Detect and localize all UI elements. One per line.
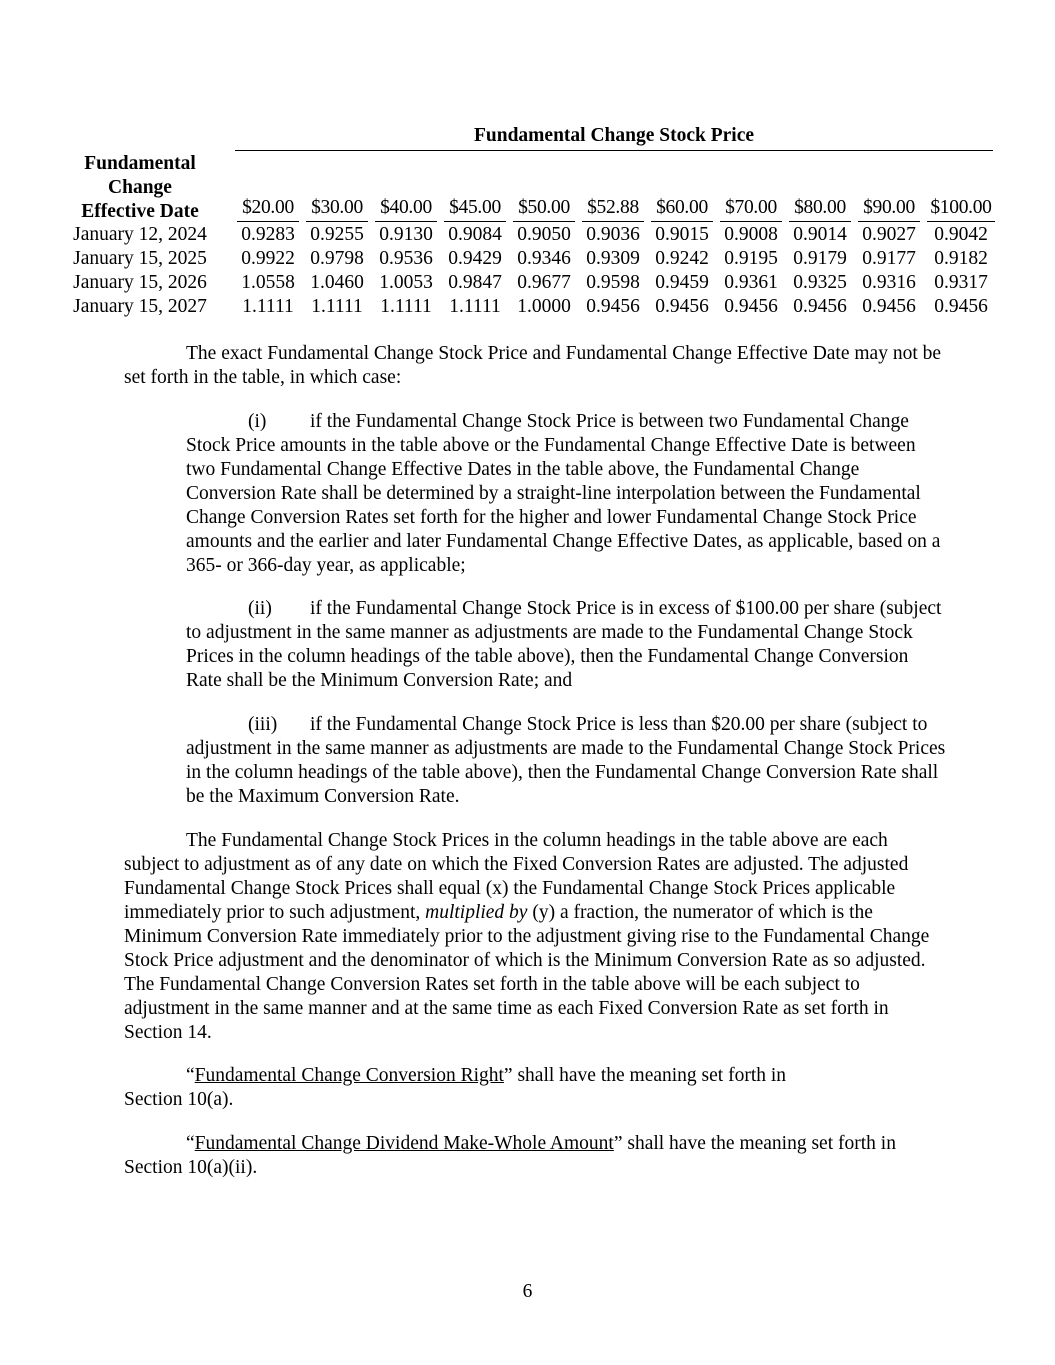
item-text: if the Fundamental Change Stock Price is in excess of $100.00 per share (subject to adjustment in the same manner as adjustments are made to the Fundamental Change Stock Prices in the column headings of the table above), then the Fundamental Change Conversion Rate shall be the Minimum Conversion Rate; and xyxy=(186,598,942,691)
table-row xyxy=(60,271,1000,295)
table-cell: 0.9456 xyxy=(586,296,640,317)
price-header-row xyxy=(235,196,995,222)
row-header-line: Change xyxy=(108,177,172,198)
price-header-cell: $50.00 xyxy=(513,196,575,222)
table-row xyxy=(60,223,1000,247)
table-cell: 0.9027 xyxy=(862,224,916,245)
defined-term: Fundamental Change Dividend Make-Whole Amount xyxy=(194,1133,614,1154)
table-cell: 0.9179 xyxy=(793,248,847,269)
table-cell: 1.0460 xyxy=(310,272,364,293)
adjustment-paragraph xyxy=(124,829,944,1045)
price-header-cell: $80.00 xyxy=(789,196,851,222)
table-cell: 0.9847 xyxy=(448,272,502,293)
item-number: (i) xyxy=(248,411,267,432)
table-cell: 1.1111 xyxy=(311,296,363,317)
table-cell: 0.9798 xyxy=(310,248,364,269)
table-cell: 0.9130 xyxy=(379,224,433,245)
quote-mark: “ xyxy=(186,1133,195,1154)
table-cell: 0.9316 xyxy=(862,272,916,293)
table-cell: 0.9309 xyxy=(586,248,640,269)
row-header-line: Fundamental xyxy=(84,153,196,174)
table-cell: 1.1111 xyxy=(242,296,294,317)
definition-text: ” shall have the meaning set forth in Section 10(a). xyxy=(124,1065,787,1110)
intro-paragraph: The exact Fundamental Change Stock Price and Fundamental Change Effective Date may not be set forth in the table, in which case: xyxy=(124,343,942,388)
row-date: January 15, 2027 xyxy=(73,296,207,317)
table-cell: 0.9456 xyxy=(655,296,709,317)
table-cell: 0.9015 xyxy=(655,224,709,245)
adjustment-italic: multiplied by xyxy=(425,902,528,923)
table-cell: 0.9182 xyxy=(934,248,988,269)
row-date: January 15, 2026 xyxy=(73,272,207,293)
table-cell: 0.9014 xyxy=(793,224,847,245)
item-text: if the Fundamental Change Stock Price is less than $20.00 per share (subject to adjustment in the same manner as adjustments are made to the Fundamental Change Stock Prices in the column headings of the table above), then the Fundamental Change Conversion Rate shall be the Maximum Conversion Rate. xyxy=(186,714,946,807)
table-cell: 0.9456 xyxy=(724,296,778,317)
price-header-cell: $60.00 xyxy=(651,196,713,222)
table-cell: 0.9317 xyxy=(934,272,988,293)
table-cell: 0.9050 xyxy=(517,224,571,245)
table-cell: 0.9922 xyxy=(241,248,295,269)
table-cell: 0.9042 xyxy=(934,224,988,245)
item-text: if the Fundamental Change Stock Price is between two Fundamental Change Stock Price amounts in the table above or the Fundamental Change Effective Date is between two Fundamental Change Effective Dates in the table above, the Fundamental Change Conversion Rate shall be determined by a straight-line interpolation between the Fundamental Change Conversion Rates set forth for the higher and lower Fundamental Change Stock Price amounts and the earlier and later Fundamental Change Effective Dates, as applicable, based on a 365- or 366-day year, as applicable; xyxy=(186,411,941,576)
price-header-cell: $40.00 xyxy=(375,196,437,222)
item-number: (iii) xyxy=(248,714,278,735)
table-cell: 1.0000 xyxy=(517,296,571,317)
list-item xyxy=(186,597,946,693)
table-cell: 0.9361 xyxy=(724,272,778,293)
adjustment-text: The Fundamental Change Stock Prices in the column headings in the table above are each subject to adjustment as of any date on which the Fixed Conversion Rates are adjusted. The adjusted Fundamental Change Stock Prices shall equal (x) the Fundamental Change Stock Prices applicable immediately prior to such adjustment, xyxy=(124,830,909,923)
table-row xyxy=(60,247,1000,271)
table-cell: 0.9456 xyxy=(862,296,916,317)
table-cell: 1.1111 xyxy=(449,296,501,317)
table-cell: 0.9242 xyxy=(655,248,709,269)
page-number: 6 xyxy=(522,1281,533,1302)
table-cell: 0.9429 xyxy=(448,248,502,269)
table-cell: 1.0558 xyxy=(241,272,295,293)
quote-mark: “ xyxy=(186,1065,195,1086)
definition-text: ” shall have the meaning set forth in Section 10(a)(ii). xyxy=(124,1133,896,1178)
table-cell: 0.9195 xyxy=(724,248,778,269)
table-cell: 0.9598 xyxy=(586,272,640,293)
table-cell: 1.1111 xyxy=(380,296,432,317)
table-cell: 0.9283 xyxy=(241,224,295,245)
row-date: January 12, 2024 xyxy=(73,224,207,245)
list-item xyxy=(186,410,946,578)
table-cell: 0.9536 xyxy=(379,248,433,269)
table-cell: 0.9325 xyxy=(793,272,847,293)
table-title: Fundamental Change Stock Price xyxy=(473,125,755,146)
table-cell: 0.9255 xyxy=(310,224,364,245)
row-date: January 15, 2025 xyxy=(73,248,207,269)
row-header-line: Effective Date xyxy=(81,201,199,222)
table-row xyxy=(60,295,1000,319)
table-cell: 0.9177 xyxy=(862,248,916,269)
adjustment-text: (y) a fraction, the numerator of which is the Minimum Conversion Rate immediately prior to the adjustment giving rise to the Fundamental Change Stock Price adjustment and the denominator of which is the Minimum Conversion Rate as so adjusted. The Fundamental Change Conversion Rates set forth in the table above will be each subject to adjustment in the same manner and at the same time as each Fixed Conversion Rate as set forth in Section 14. xyxy=(124,902,930,1043)
price-header-cell: $90.00 xyxy=(858,196,920,222)
item-number: (ii) xyxy=(248,598,272,619)
price-header-cell: $20.00 xyxy=(237,196,299,222)
price-header-cell: $70.00 xyxy=(720,196,782,222)
table-cell: 0.9008 xyxy=(724,224,778,245)
price-header-cell: $52.88 xyxy=(582,196,644,222)
table-cell: 0.9456 xyxy=(793,296,847,317)
table-cell: 0.9459 xyxy=(655,272,709,293)
table-cell: 0.9036 xyxy=(586,224,640,245)
list-item xyxy=(186,713,946,809)
defined-term: Fundamental Change Conversion Right xyxy=(194,1065,504,1086)
price-header-cell: $100.00 xyxy=(927,196,995,222)
price-header-cell: $45.00 xyxy=(444,196,506,222)
definition-paragraph xyxy=(124,1064,844,1112)
table-cell: 0.9346 xyxy=(517,248,571,269)
table-cell: 1.0053 xyxy=(379,272,433,293)
price-header-cell: $30.00 xyxy=(306,196,368,222)
table-cell: 0.9677 xyxy=(517,272,571,293)
row-header-label xyxy=(60,152,220,224)
table-title-rule xyxy=(235,150,993,151)
definition-paragraph xyxy=(124,1132,924,1180)
table-cell: 0.9084 xyxy=(448,224,502,245)
table-cell: 0.9456 xyxy=(934,296,988,317)
